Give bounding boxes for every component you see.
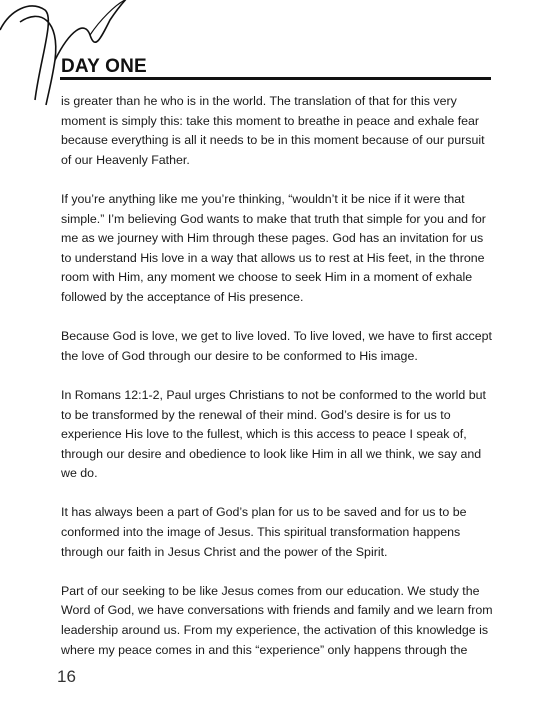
paragraph: Part of our seeking to be like Jesus comes from our education. We study the Word of God, we have conversations with friends and family and we learn from leadership around us. From my experience, the activation of this knowledge is where my peace comes in and this “experience” only happens through the: [61, 583, 493, 657]
chapter-heading: DAY ONE: [61, 56, 147, 77]
body-text: [61, 92, 496, 680]
paragraph: If you’re anything like me you’re thinking, “wouldn’t it be nice if it were that simple.” I’m believing God wants to make that truth that simple for you and for me as we journey with Him through these pages. God has an invitation for us to understand His love in a way that allows us to rest at His feet, in the throne room with Him, any moment we choose to seek Him in a moment of exhale followed by the acceptance of His presence.: [61, 191, 486, 304]
paragraph: In Romans 12:1-2, Paul urges Christians to not be conformed to the world but to be transformed by the renewal of their mind. God’s desire is for us to experience His love to the fullest, which is this access to peace I speak of, through our desire and obedience to look like Him in all we think, we say and we do.: [61, 387, 486, 481]
paragraph: It has always been a part of God’s plan for us to be saved and for us to be conformed into the image of Jesus. This spiritual transformation happens through our faith in Jesus Christ and the power of the Spirit.: [61, 505, 467, 559]
heading-underline: [60, 77, 491, 80]
paragraph: Because God is love, we get to live loved. To live loved, we have to first accept the love of God through our desire to be conformed to His image.: [61, 329, 492, 363]
page-number: 16: [57, 667, 76, 686]
paragraph: is greater than he who is in the world. The translation of that for this very moment is simply this: take this moment to breathe in peace and exhale fear because everything is all it needs to be in this moment because of our pursuit of our Heavenly Father.: [61, 94, 485, 167]
